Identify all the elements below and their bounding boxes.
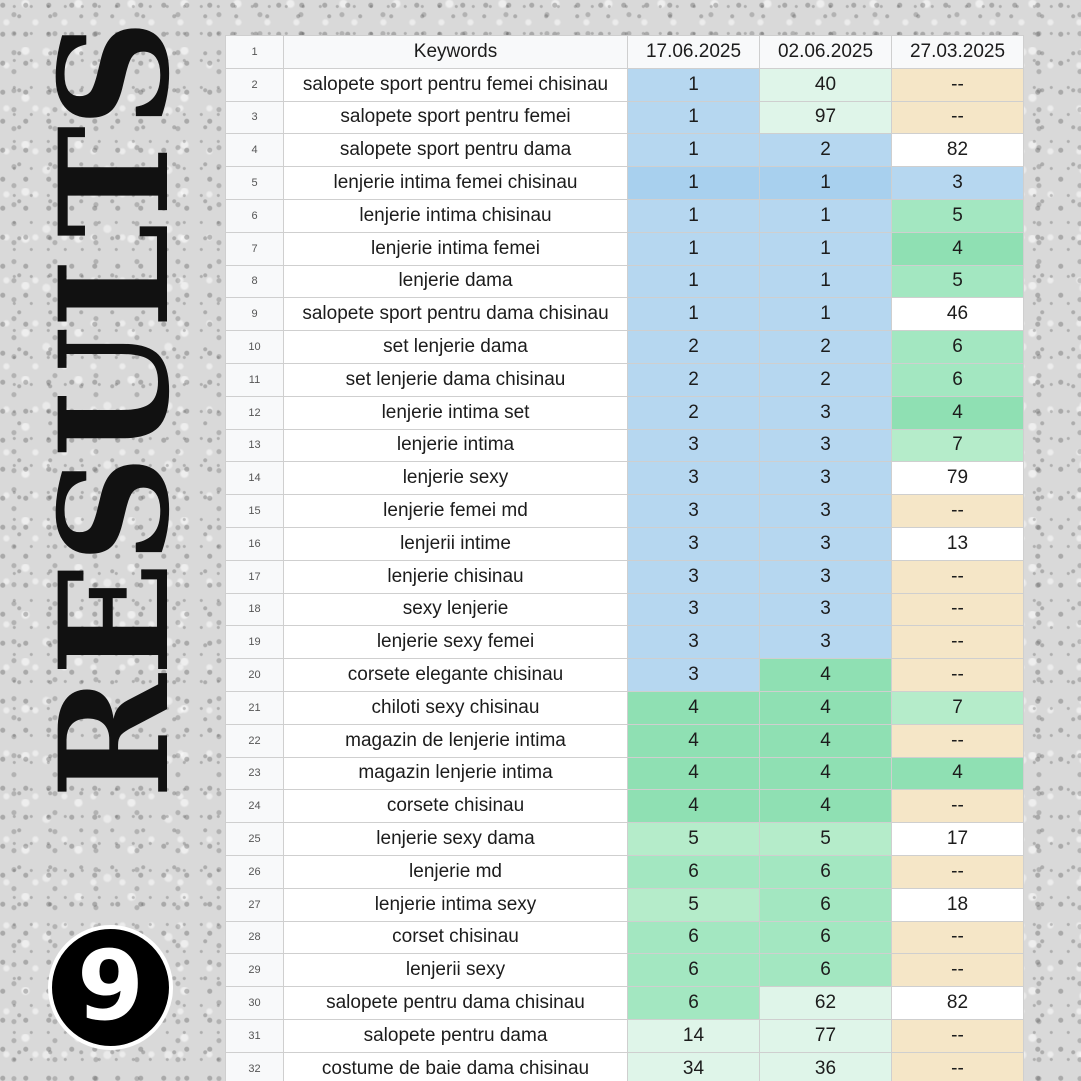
keyword-cell: lenjerie intima set: [284, 396, 628, 429]
position-cell-2: 2: [760, 134, 892, 167]
position-cell-3: --: [892, 626, 1024, 659]
table-row: [226, 363, 1024, 396]
keyword-cell: salopete sport pentru femei chisinau: [284, 68, 628, 101]
row-number: 9: [226, 298, 284, 331]
keyword-cell: set lenjerie dama: [284, 331, 628, 364]
keyword-cell: magazin lenjerie intima: [284, 757, 628, 790]
row-number: 15: [226, 495, 284, 528]
row-number: 27: [226, 888, 284, 921]
header-date-2: 02.06.2025: [760, 36, 892, 69]
table-row: [226, 560, 1024, 593]
position-cell-2: 6: [760, 855, 892, 888]
row-number: 21: [226, 691, 284, 724]
table-row: [226, 429, 1024, 462]
keyword-cell: corsete elegante chisinau: [284, 659, 628, 692]
row-number: 13: [226, 429, 284, 462]
position-cell-3: 46: [892, 298, 1024, 331]
position-cell-2: 4: [760, 790, 892, 823]
table-row: [226, 987, 1024, 1020]
keyword-cell: lenjerii intime: [284, 527, 628, 560]
position-cell-3: 6: [892, 363, 1024, 396]
position-cell-2: 1: [760, 232, 892, 265]
position-cell-3: --: [892, 495, 1024, 528]
position-cell-1: 2: [628, 331, 760, 364]
row-number: 24: [226, 790, 284, 823]
keyword-cell: lenjerie sexy dama: [284, 823, 628, 856]
table-row: [226, 167, 1024, 200]
keyword-cell: lenjerie intima chisinau: [284, 199, 628, 232]
position-cell-1: 6: [628, 954, 760, 987]
table-row: [226, 462, 1024, 495]
row-number: 10: [226, 331, 284, 364]
position-cell-1: 3: [628, 626, 760, 659]
table-row: [226, 724, 1024, 757]
keyword-cell: salopete sport pentru dama chisinau: [284, 298, 628, 331]
position-cell-2: 6: [760, 954, 892, 987]
position-cell-2: 40: [760, 68, 892, 101]
position-cell-1: 6: [628, 855, 760, 888]
table-row: [226, 298, 1024, 331]
position-cell-1: 4: [628, 790, 760, 823]
table-row: [226, 331, 1024, 364]
row-number: 7: [226, 232, 284, 265]
row-number: 20: [226, 659, 284, 692]
position-cell-3: 5: [892, 265, 1024, 298]
table-row: [226, 888, 1024, 921]
keyword-cell: salopete pentru dama chisinau: [284, 987, 628, 1020]
keyword-cell: set lenjerie dama chisinau: [284, 363, 628, 396]
position-cell-3: --: [892, 560, 1024, 593]
table-row: [226, 855, 1024, 888]
position-cell-2: 2: [760, 363, 892, 396]
keyword-cell: lenjerie intima: [284, 429, 628, 462]
table-row: [226, 790, 1024, 823]
position-cell-1: 1: [628, 134, 760, 167]
position-cell-3: 18: [892, 888, 1024, 921]
badge-number: 9: [77, 929, 144, 1042]
keyword-cell: lenjerie sexy: [284, 462, 628, 495]
position-cell-1: 2: [628, 396, 760, 429]
keyword-cell: salopete sport pentru dama: [284, 134, 628, 167]
row-number: 8: [226, 265, 284, 298]
position-cell-3: 7: [892, 691, 1024, 724]
position-cell-3: 79: [892, 462, 1024, 495]
table-row: [226, 1052, 1024, 1081]
position-cell-1: 3: [628, 495, 760, 528]
table-row: [226, 134, 1024, 167]
position-cell-1: 1: [628, 167, 760, 200]
position-cell-3: --: [892, 954, 1024, 987]
position-cell-1: 4: [628, 724, 760, 757]
position-cell-2: 3: [760, 429, 892, 462]
position-cell-3: --: [892, 593, 1024, 626]
keyword-cell: lenjerie dama: [284, 265, 628, 298]
position-cell-2: 1: [760, 298, 892, 331]
header-date-1: 17.06.2025: [628, 36, 760, 69]
position-cell-3: --: [892, 855, 1024, 888]
row-number: 11: [226, 363, 284, 396]
position-cell-3: --: [892, 790, 1024, 823]
position-cell-1: 4: [628, 757, 760, 790]
position-cell-1: 6: [628, 921, 760, 954]
position-cell-2: 5: [760, 823, 892, 856]
keyword-cell: lenjerie femei md: [284, 495, 628, 528]
table-row: [226, 659, 1024, 692]
row-number: 12: [226, 396, 284, 429]
keyword-cell: lenjerie intima femei chisinau: [284, 167, 628, 200]
position-cell-3: 4: [892, 232, 1024, 265]
position-cell-2: 3: [760, 560, 892, 593]
keyword-cell: salopete pentru dama: [284, 1019, 628, 1052]
position-cell-2: 4: [760, 691, 892, 724]
position-cell-2: 4: [760, 757, 892, 790]
rankings-table: [225, 35, 1023, 1081]
position-cell-3: 6: [892, 331, 1024, 364]
position-cell-3: --: [892, 659, 1024, 692]
position-cell-1: 5: [628, 823, 760, 856]
row-number: 6: [226, 199, 284, 232]
position-cell-2: 97: [760, 101, 892, 134]
keyword-cell: salopete sport pentru femei: [284, 101, 628, 134]
keyword-cell: costume de baie dama chisinau: [284, 1052, 628, 1081]
position-cell-3: --: [892, 1019, 1024, 1052]
position-cell-3: 4: [892, 396, 1024, 429]
table-row: [226, 757, 1024, 790]
table-row: [226, 495, 1024, 528]
position-cell-1: 1: [628, 101, 760, 134]
position-cell-2: 77: [760, 1019, 892, 1052]
row-number: 30: [226, 987, 284, 1020]
row-number: 16: [226, 527, 284, 560]
position-cell-2: 6: [760, 921, 892, 954]
table-row: [226, 1019, 1024, 1052]
position-cell-1: 3: [628, 462, 760, 495]
position-cell-2: 1: [760, 167, 892, 200]
position-cell-1: 3: [628, 593, 760, 626]
position-cell-1: 1: [628, 68, 760, 101]
table-row: [226, 265, 1024, 298]
keyword-cell: lenjerii sexy: [284, 954, 628, 987]
position-cell-2: 3: [760, 396, 892, 429]
row-number: 28: [226, 921, 284, 954]
position-cell-3: 3: [892, 167, 1024, 200]
position-cell-2: 4: [760, 659, 892, 692]
position-cell-3: --: [892, 101, 1024, 134]
row-number: 2: [226, 68, 284, 101]
position-cell-1: 3: [628, 527, 760, 560]
position-cell-1: 3: [628, 429, 760, 462]
keyword-cell: magazin de lenjerie intima: [284, 724, 628, 757]
keyword-cell: lenjerie chisinau: [284, 560, 628, 593]
position-cell-3: --: [892, 724, 1024, 757]
position-cell-2: 3: [760, 527, 892, 560]
position-cell-2: 2: [760, 331, 892, 364]
position-cell-3: --: [892, 1052, 1024, 1081]
row-number: 23: [226, 757, 284, 790]
header-keywords: Keywords: [284, 36, 628, 69]
row-number: 32: [226, 1052, 284, 1081]
table-row: [226, 626, 1024, 659]
position-cell-2: 36: [760, 1052, 892, 1081]
row-number: 19: [226, 626, 284, 659]
table-row: [226, 232, 1024, 265]
position-cell-2: 3: [760, 593, 892, 626]
position-cell-3: 4: [892, 757, 1024, 790]
row-number: 4: [226, 134, 284, 167]
position-cell-1: 5: [628, 888, 760, 921]
position-cell-1: 1: [628, 298, 760, 331]
position-cell-3: 5: [892, 199, 1024, 232]
keyword-cell: chiloti sexy chisinau: [284, 691, 628, 724]
keyword-cell: lenjerie intima femei: [284, 232, 628, 265]
keyword-cell: corsete chisinau: [284, 790, 628, 823]
table-row: [226, 921, 1024, 954]
row-number: 25: [226, 823, 284, 856]
row-number: 14: [226, 462, 284, 495]
position-cell-2: 3: [760, 462, 892, 495]
position-cell-1: 1: [628, 265, 760, 298]
position-cell-2: 62: [760, 987, 892, 1020]
position-cell-1: 1: [628, 232, 760, 265]
row-number: 1: [226, 36, 284, 69]
keyword-cell: sexy lenjerie: [284, 593, 628, 626]
table-row: [226, 396, 1024, 429]
position-cell-2: 3: [760, 495, 892, 528]
position-cell-3: --: [892, 921, 1024, 954]
row-number: 26: [226, 855, 284, 888]
position-cell-3: 82: [892, 987, 1024, 1020]
position-cell-3: 82: [892, 134, 1024, 167]
position-cell-1: 14: [628, 1019, 760, 1052]
position-cell-2: 4: [760, 724, 892, 757]
position-cell-1: 3: [628, 659, 760, 692]
table-header-row: [226, 36, 1024, 69]
position-cell-3: 17: [892, 823, 1024, 856]
position-cell-1: 3: [628, 560, 760, 593]
table-row: [226, 199, 1024, 232]
position-cell-2: 1: [760, 199, 892, 232]
position-cell-1: 34: [628, 1052, 760, 1081]
row-number: 5: [226, 167, 284, 200]
position-cell-2: 1: [760, 265, 892, 298]
header-date-3: 27.03.2025: [892, 36, 1024, 69]
table-row: [226, 954, 1024, 987]
table-row: [226, 101, 1024, 134]
table-row: [226, 593, 1024, 626]
position-cell-3: --: [892, 68, 1024, 101]
position-cell-1: 2: [628, 363, 760, 396]
keyword-cell: lenjerie sexy femei: [284, 626, 628, 659]
row-number: 29: [226, 954, 284, 987]
row-number: 31: [226, 1019, 284, 1052]
keyword-cell: corset chisinau: [284, 921, 628, 954]
position-cell-2: 3: [760, 626, 892, 659]
keyword-cell: lenjerie md: [284, 855, 628, 888]
number-badge: [48, 925, 173, 1050]
table-row: [226, 68, 1024, 101]
results-title: RESULTS: [27, 21, 203, 799]
position-cell-1: 4: [628, 691, 760, 724]
table-row: [226, 527, 1024, 560]
position-cell-3: 7: [892, 429, 1024, 462]
row-number: 3: [226, 101, 284, 134]
position-cell-3: 13: [892, 527, 1024, 560]
keyword-cell: lenjerie intima sexy: [284, 888, 628, 921]
row-number: 17: [226, 560, 284, 593]
table-row: [226, 691, 1024, 724]
row-number: 18: [226, 593, 284, 626]
position-cell-1: 1: [628, 199, 760, 232]
row-number: 22: [226, 724, 284, 757]
position-cell-1: 6: [628, 987, 760, 1020]
position-cell-2: 6: [760, 888, 892, 921]
table-row: [226, 823, 1024, 856]
